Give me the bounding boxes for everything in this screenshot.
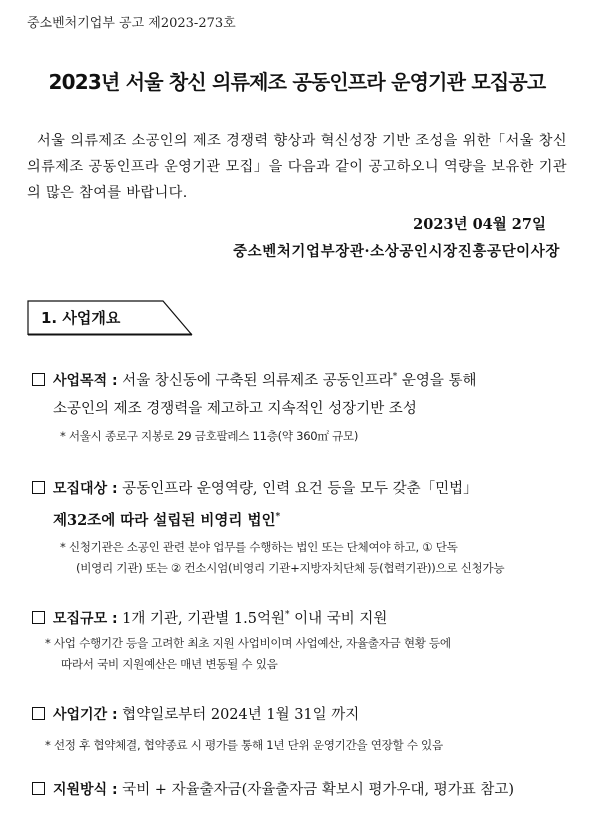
note-period: * 선정 후 협약체결, 협약종료 시 평가를 통해 1년 단위 운영기간을 연장할 수 있음: [45, 738, 443, 752]
page-title: 2023년 서울 창신 의류제조 공동인프라 운영기관 모집공고: [48, 70, 546, 94]
section-1-header: [27, 300, 193, 336]
item-target-text-b: 제32조에 따라 설립된 비영리 법인: [53, 512, 276, 529]
item-target-text-a: 공동인프라 운영역량, 인력 요건 등을 모두 갖춘「민법」: [117, 481, 478, 497]
intro-paragraph: 서울 의류제조 소공인의 제조 경쟁력 향상과 혁신성장 기반 조성을 위한「서울 창신 의류제조 공동인프라 운영기관 모집」을 다음과 같이 공고하오니 역량을 보유한 기관의 많은 참여를 바랍니다.: [27, 133, 567, 201]
item-scale-text-a: 1개 기관, 기관별 1.5억원: [117, 611, 285, 627]
footnote-mark: *: [392, 372, 398, 382]
item-method-text: 국비 + 자율출자금(자율출자금 확보시 평가우대, 평가표 참고): [117, 782, 515, 798]
checkbox-square-icon: [32, 373, 45, 386]
item-period-head: 사업기간 :: [53, 707, 118, 723]
item-target-text-b-wrap: [32, 503, 567, 535]
note-purpose: * 서울시 종로구 지봉로 29 금호팔레스 11층(약 360㎡ 규모): [60, 429, 359, 443]
item-method: [32, 776, 567, 804]
notice-number: 중소벤처기업부 공고 제2023-273호: [27, 16, 236, 31]
item-target-head: 모집대상 :: [53, 481, 118, 497]
issuer: 중소벤처기업부장관·소상공인시장진흥공단이사장: [233, 243, 560, 260]
item-purpose-text-c: 소공인의 제조 경쟁력을 제고하고 지속적인 성장기반 조성: [53, 401, 417, 417]
note-target-a: * 신청기관은 소공인 관련 분야 업무를 수행하는 법인 또는 단체여야 하고, ① 단독: [60, 540, 458, 554]
footnote-mark: *: [284, 610, 290, 620]
item-target: [32, 475, 567, 535]
checkbox-square-icon: [32, 611, 45, 624]
item-scale-text-b: 이내 국비 지원: [289, 611, 388, 627]
item-scale-head: 모집규모 :: [53, 611, 118, 627]
notice-date: 2023년 04월 27일: [413, 216, 546, 233]
item-purpose-text-a: 서울 창신동에 구축된 의류제조 공동인프라: [117, 373, 393, 389]
checkbox-square-icon: [32, 707, 45, 720]
item-purpose-head: 사업목적 :: [53, 373, 118, 389]
checkbox-square-icon: [32, 782, 45, 795]
note-scale: [45, 633, 451, 675]
note-scale-b: 따라서 국비 지원예산은 매년 변동될 수 있음: [61, 657, 278, 671]
note-target: [60, 537, 504, 579]
item-purpose-text-b: 운영을 통해: [397, 373, 477, 389]
checkbox-square-icon: [32, 481, 45, 494]
footnote-mark: *: [275, 512, 281, 522]
note-scale-a: * 사업 수행기간 등을 고려한 최초 지원 사업비이며 사업예산, 자율출자금 현황 등에: [45, 636, 451, 650]
note-target-b: (비영리 기관) 또는 ② 컨소시엄(비영리 기관+지방자치단체 등(협력기관))으로 신청가능: [76, 561, 505, 575]
item-period-text: 협약일로부터 2024년 1월 31일 까지: [117, 707, 360, 723]
item-period: [32, 701, 567, 729]
section-1-label: 1. 사업개요: [41, 309, 121, 327]
item-scale: [32, 601, 567, 633]
item-method-head: 지원방식 :: [53, 782, 118, 798]
item-purpose: [32, 363, 567, 423]
